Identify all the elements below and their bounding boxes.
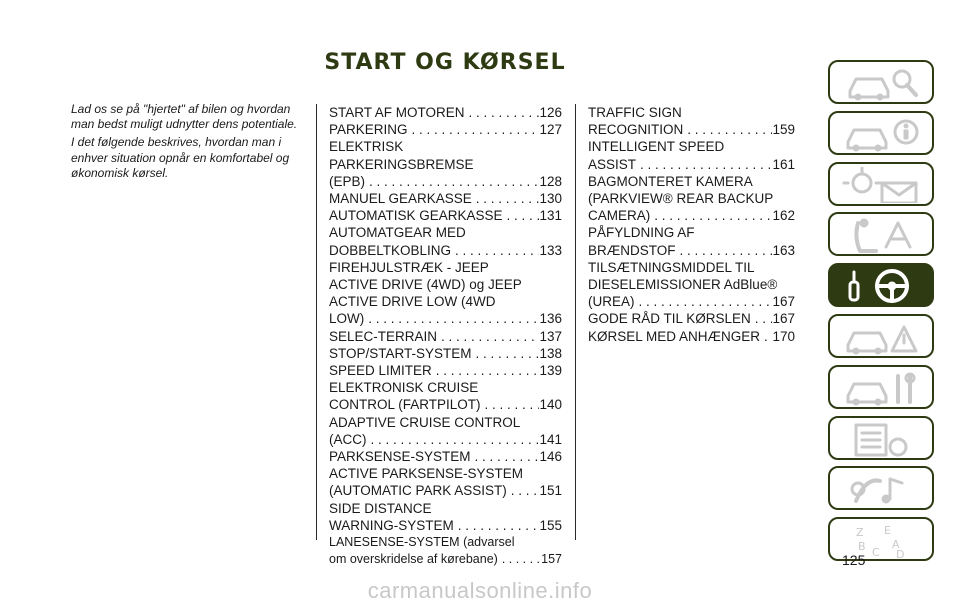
toc-entry-title: CONTROL (FARTPILOT) bbox=[329, 397, 481, 413]
toc-entry-title: (ACC) bbox=[329, 431, 367, 447]
toc-leader-dots bbox=[472, 190, 540, 207]
chapter-tab[interactable] bbox=[828, 466, 934, 510]
toc-leader-dots bbox=[472, 345, 540, 362]
toc-page-number: 128 bbox=[539, 173, 562, 189]
toc-entry-title: GODE RÅD TIL KØRSLEN bbox=[588, 311, 751, 327]
toc-entry[interactable] bbox=[329, 448, 562, 465]
toc-entry[interactable] bbox=[588, 138, 795, 172]
toc-entry-title: ADAPTIVE CRUISE CONTROL bbox=[329, 414, 521, 430]
toc-page-number: 151 bbox=[539, 483, 562, 499]
toc-entry-title: TILSÆTNINGSMIDDEL TIL bbox=[588, 259, 755, 275]
toc-page-number: 141 bbox=[539, 431, 562, 447]
toc-entry[interactable] bbox=[329, 138, 562, 190]
intro-paragraph: I det følgende beskrives, hvordan man i enhver situation opnår en komfortabel og økonomisk kørsel. bbox=[71, 135, 290, 180]
toc-entry-title: DIESELEMISSIONER AdBlue® bbox=[588, 277, 778, 293]
svg-text:B: B bbox=[858, 540, 866, 554]
specifications-list-icon bbox=[836, 421, 928, 457]
chapter-title: START OG KØRSEL bbox=[324, 50, 566, 75]
toc-leader-dots bbox=[471, 448, 540, 465]
toc-entry[interactable] bbox=[329, 345, 562, 362]
toc-leader-dots bbox=[365, 173, 539, 190]
toc-page-number: 127 bbox=[539, 122, 562, 138]
toc-page-number: 161 bbox=[772, 156, 795, 172]
svg-text:C: C bbox=[872, 546, 880, 559]
toc-leader-dots bbox=[481, 396, 540, 413]
toc-entry-title: BAGMONTERET KAMERA bbox=[588, 173, 753, 189]
toc-leader-dots bbox=[650, 207, 772, 224]
toc-page-number: 167 bbox=[772, 311, 795, 327]
car-tools-icon bbox=[836, 370, 928, 406]
toc-entry[interactable] bbox=[588, 173, 795, 225]
toc-leader-dots bbox=[507, 482, 540, 499]
toc-entry[interactable] bbox=[329, 414, 562, 448]
toc-entry[interactable] bbox=[329, 207, 562, 224]
toc-page-number: 157 bbox=[541, 552, 562, 567]
toc-entry-title: SIDE DISTANCE bbox=[329, 500, 432, 516]
toc-leader-dots bbox=[454, 517, 540, 534]
column-divider bbox=[316, 104, 317, 540]
toc-leader-dots bbox=[465, 104, 540, 121]
toc-leader-dots bbox=[636, 156, 772, 173]
toc-entry-title: SPEED LIMITER bbox=[329, 363, 432, 379]
chapter-tab[interactable] bbox=[828, 314, 934, 358]
toc-entry-title: ELEKTRISK bbox=[329, 139, 404, 155]
svg-text:E: E bbox=[884, 524, 891, 538]
page-number: 125 bbox=[842, 552, 866, 568]
toc-page-number: 170 bbox=[772, 328, 795, 344]
svg-text:A: A bbox=[892, 538, 900, 552]
toc-entry-title: ACTIVE DRIVE LOW (4WD bbox=[329, 294, 496, 310]
column-divider bbox=[575, 104, 576, 540]
svg-text:D: D bbox=[896, 548, 905, 559]
toc-entry[interactable] bbox=[329, 328, 562, 345]
toc-leader-dots bbox=[367, 431, 540, 448]
toc-entry[interactable] bbox=[588, 310, 795, 327]
toc-page-number: 126 bbox=[539, 105, 562, 120]
chapter-tab[interactable] bbox=[828, 162, 934, 206]
toc-page-number: 137 bbox=[539, 328, 562, 344]
toc-entry-title: STOP/START-SYSTEM bbox=[329, 345, 472, 361]
toc-entry[interactable] bbox=[588, 224, 795, 258]
key-steering-wheel-icon bbox=[836, 268, 928, 304]
toc-entry-title: (PARKVIEW® REAR BACKUP bbox=[588, 191, 774, 207]
toc-entry[interactable] bbox=[329, 259, 562, 328]
intro-paragraph: Lad os se på "hjertet" af bilen og hvordan man bedst muligt udnytter dens potentiale. bbox=[71, 102, 298, 132]
toc-entry-title: CAMERA) bbox=[588, 208, 651, 224]
toc-leader-dots bbox=[503, 207, 540, 224]
toc-entry-title: RECOGNITION bbox=[588, 122, 684, 138]
toc-page-number: 133 bbox=[539, 242, 562, 258]
chapter-tab[interactable] bbox=[828, 60, 934, 104]
toc-entry-title: TRAFFIC SIGN bbox=[588, 105, 682, 120]
toc-leader-dots bbox=[760, 328, 772, 345]
chapter-tab[interactable] bbox=[828, 212, 934, 256]
svg-text:Z: Z bbox=[856, 526, 864, 540]
toc-page-number: 167 bbox=[772, 294, 795, 310]
toc-entry[interactable] bbox=[329, 121, 562, 138]
toc-entry-title: START AF MOTOREN bbox=[329, 105, 465, 120]
toc-entry[interactable] bbox=[588, 104, 795, 138]
toc-leader-dots bbox=[635, 293, 773, 310]
chapter-tab[interactable] bbox=[828, 263, 934, 307]
toc-entry[interactable] bbox=[329, 379, 562, 413]
toc-entry[interactable] bbox=[329, 224, 562, 258]
toc-leader-dots bbox=[432, 362, 540, 379]
seat-airbag-icon bbox=[836, 217, 928, 253]
toc-column-2 bbox=[588, 104, 795, 345]
chapter-tab[interactable] bbox=[828, 111, 934, 155]
toc-entry[interactable] bbox=[329, 534, 562, 568]
toc-entry[interactable] bbox=[329, 500, 562, 534]
toc-leader-dots bbox=[437, 328, 539, 345]
toc-entry-title: PARKERINGSBREMSE bbox=[329, 156, 474, 172]
toc-entry-title: (AUTOMATIC PARK ASSIST) bbox=[329, 483, 507, 499]
toc-entry-title: INTELLIGENT SPEED bbox=[588, 139, 725, 155]
toc-entry-title: LANESENSE-SYSTEM (advarsel bbox=[329, 535, 515, 550]
watermark: carmanualsonline.info bbox=[367, 578, 593, 603]
toc-entry-title: KØRSEL MED ANHÆNGER bbox=[588, 328, 761, 344]
car-emergency-icon bbox=[836, 319, 928, 355]
chapter-tab[interactable] bbox=[828, 365, 934, 409]
toc-page-number: 136 bbox=[539, 311, 562, 327]
toc-entry-title: DOBBELTKOBLING bbox=[329, 242, 452, 258]
toc-entry-title: ACTIVE DRIVE (4WD) og JEEP bbox=[329, 277, 522, 293]
toc-leader-dots bbox=[683, 121, 772, 138]
chapter-tab[interactable] bbox=[828, 416, 934, 460]
toc-entry[interactable] bbox=[329, 190, 562, 207]
toc-entry[interactable] bbox=[329, 465, 562, 499]
toc-entry-title: PÅFYLDNING AF bbox=[588, 225, 695, 241]
toc-entry-title: (EPB) bbox=[329, 173, 366, 189]
toc-entry-title: SELEC-TERRAIN bbox=[329, 328, 438, 344]
toc-entry[interactable] bbox=[588, 259, 795, 311]
toc-entry[interactable] bbox=[588, 328, 795, 345]
warning-lights-envelope-icon bbox=[836, 167, 928, 203]
toc-entry-title: ELEKTRONISK CRUISE bbox=[329, 380, 479, 396]
toc-entry-title: BRÆNDSTOF bbox=[588, 242, 676, 258]
toc-leader-dots bbox=[676, 242, 773, 259]
toc-page-number: 163 bbox=[772, 242, 795, 258]
toc-entry-title: FIREHJULSTRÆK - JEEP bbox=[329, 259, 489, 275]
toc-entry-title: MANUEL GEARKASSE bbox=[329, 191, 472, 207]
toc-entry-title: LOW) bbox=[329, 311, 365, 327]
toc-entry-title: AUTOMATISK GEARKASSE bbox=[329, 208, 503, 224]
toc-entry-title: AUTOMATGEAR MED bbox=[329, 225, 466, 241]
toc-entry[interactable] bbox=[329, 362, 562, 379]
toc-page-number: 131 bbox=[539, 208, 562, 224]
toc-leader-dots bbox=[364, 310, 539, 327]
toc-page-number: 155 bbox=[539, 517, 562, 533]
toc-entry-title: ACTIVE PARKSENSE-SYSTEM bbox=[329, 466, 524, 482]
toc-entry[interactable] bbox=[329, 104, 562, 121]
toc-entry-title: om overskridelse af kørebane) bbox=[329, 552, 498, 567]
toc-leader-dots bbox=[408, 121, 540, 138]
toc-page-number: 140 bbox=[539, 397, 562, 413]
toc-entry-title: ASSIST bbox=[588, 156, 637, 172]
toc-leader-dots bbox=[751, 310, 773, 327]
intro-text bbox=[71, 102, 306, 184]
toc-page-number: 146 bbox=[539, 449, 562, 465]
toc-entry-title: PARKERING bbox=[329, 122, 408, 138]
toc-entry-title: PARKSENSE-SYSTEM bbox=[329, 449, 471, 465]
car-search-icon bbox=[836, 65, 928, 101]
toc-entry-title: WARNING-SYSTEM bbox=[329, 517, 454, 533]
multimedia-icon bbox=[836, 471, 928, 507]
toc-page-number: 130 bbox=[539, 191, 562, 207]
toc-page-number: 159 bbox=[772, 122, 795, 138]
toc-leader-dots bbox=[451, 242, 539, 259]
toc-column-1 bbox=[329, 104, 562, 568]
toc-leader-dots bbox=[498, 551, 541, 568]
car-info-icon bbox=[836, 116, 928, 152]
toc-page-number: 162 bbox=[772, 208, 795, 224]
toc-entry-title: (UREA) bbox=[588, 294, 635, 310]
toc-page-number: 138 bbox=[539, 345, 562, 361]
toc-page-number: 139 bbox=[539, 363, 562, 379]
